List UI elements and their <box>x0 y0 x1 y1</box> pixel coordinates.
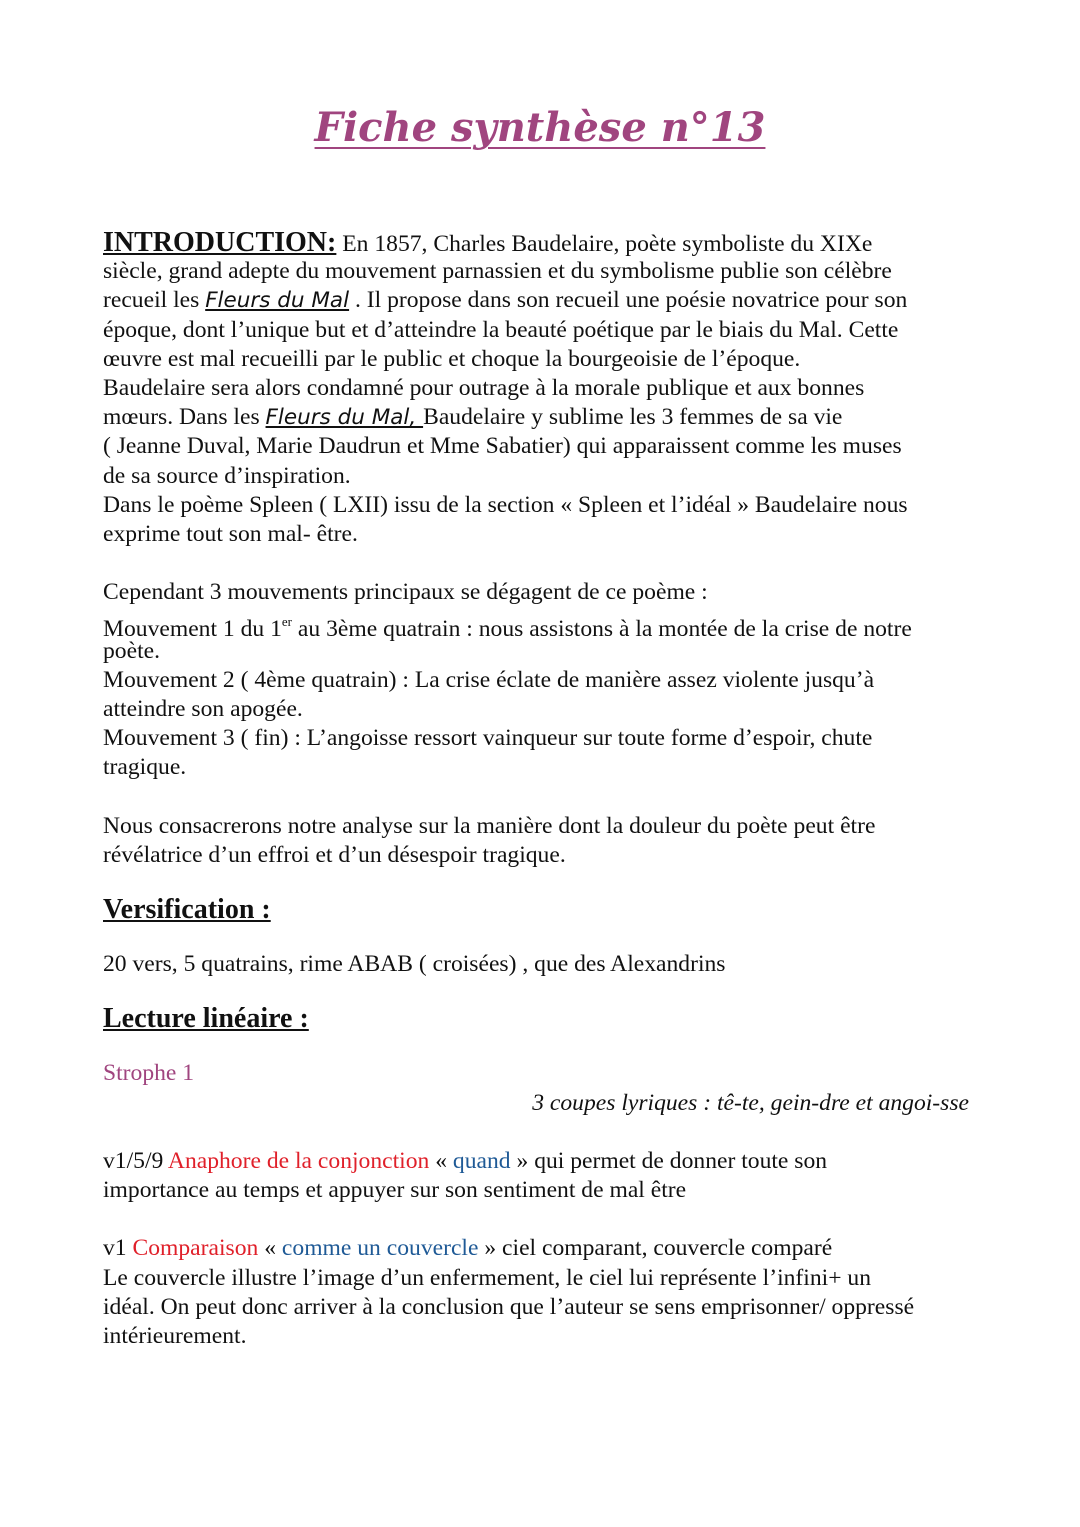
text-run: « <box>258 1235 282 1262</box>
text-run: « <box>429 1147 453 1174</box>
text-run: recueil les <box>103 287 206 314</box>
superscript: er <box>281 614 293 630</box>
strophe-label: Strophe 1 <box>103 1060 195 1087</box>
lecture-heading: Lecture linéaire : <box>103 1003 309 1035</box>
text-line <box>103 228 983 257</box>
quote-text: comme un couvercle <box>281 1235 479 1262</box>
text-line: révélatrice d’un effroi et d’un désespoir tragique. <box>103 841 566 868</box>
text-run: au 3ème quatrain : nous assistons à la montée de la crise de notre <box>292 616 912 643</box>
spacer <box>103 1205 983 1234</box>
text-line: tragique. <box>103 754 187 781</box>
document-body <box>103 228 983 1351</box>
book-title: Fleurs du Mal, <box>265 405 424 431</box>
text-run: Baudelaire y sublime les 3 femmes de sa vie <box>423 404 843 431</box>
spacer <box>103 1118 983 1147</box>
text-line: Mouvement 3 ( fin) : L’angoisse ressort vainqueur sur toute forme d’espoir, chute <box>103 725 873 752</box>
text-line: Cependant 3 mouvements principaux se dégagent de ce poème : <box>103 579 708 606</box>
spacer <box>103 979 983 1001</box>
spacer <box>103 549 983 578</box>
versification-text: 20 vers, 5 quatrains, rime ABAB ( croisées) , que des Alexandrins <box>103 951 726 978</box>
text-line <box>103 607 983 643</box>
spacer <box>103 928 983 950</box>
introduction-heading: INTRODUCTION: <box>103 227 337 258</box>
coupes-note: 3 coupes lyriques : tê-te, gein-dre et angoi-sse <box>532 1089 969 1116</box>
text-run: mœurs. Dans les <box>103 404 266 431</box>
text-line: Le couvercle illustre l’image d’un enfermement, le ciel lui représente l’infini+ un <box>103 1264 871 1291</box>
verse-ref: v1 <box>103 1235 133 1262</box>
analysis-item <box>103 1234 983 1351</box>
text-run: » ciel comparant, couvercle comparé <box>478 1235 833 1262</box>
text-line: intérieurement. <box>103 1323 247 1349</box>
text-line <box>103 1147 983 1176</box>
spacer <box>103 783 983 812</box>
problematique-section <box>103 812 983 870</box>
text-line: Nous consacrerons notre analyse sur la manière dont la douleur du poète peut être <box>103 812 876 839</box>
text-line: poète. <box>103 637 160 664</box>
page-title: Fiche synthèse n°13 <box>314 104 766 151</box>
text-line <box>103 403 983 432</box>
text-line <box>103 286 983 315</box>
text-line: Mouvement 2 ( 4ème quatrain) : La crise éclate de manière assez violente jusqu’à <box>103 666 875 693</box>
versification-heading: Versification : <box>103 894 271 926</box>
text-line: œuvre est mal recueilli par le public et choque la bourgeoisie de l’époque. <box>103 345 801 372</box>
text-run: En 1857, Charles Baudelaire, poète symboliste du XIXe <box>336 231 873 257</box>
text-line: atteindre son apogée. <box>103 696 303 722</box>
text-line: siècle, grand adepte du mouvement parnassien et du symbolisme publie son célèbre <box>103 258 892 285</box>
text-line: Dans le poème Spleen ( LXII) issu de la section « Spleen et l’idéal » Baudelaire nous <box>103 491 908 518</box>
text-line: importance au temps et appuyer sur son sentiment de mal être <box>103 1177 687 1204</box>
text-line: de sa source d’inspiration. <box>103 462 351 489</box>
analysis-item <box>103 1147 983 1205</box>
text-line: Baudelaire sera alors condamné pour outrage à la morale publique et aux bonnes <box>103 374 865 401</box>
figure-label: Comparaison <box>132 1235 259 1262</box>
text-line: exprime tout son mal- être. <box>103 520 358 547</box>
mouvements-section <box>103 578 983 782</box>
text-line: époque, dont l’unique but et d’atteindre la beauté poétique par le biais du Mal. Cette <box>103 316 899 343</box>
text-run: » qui permet de donner toute son <box>510 1147 828 1174</box>
book-title: Fleurs du Mal <box>205 288 350 314</box>
verse-ref: v1/5/9 <box>103 1147 168 1174</box>
figure-label: Anaphore de la conjonction <box>167 1147 430 1174</box>
spacer <box>103 1037 983 1059</box>
text-run: . Il propose dans son recueil une poésie novatrice pour son <box>349 287 908 314</box>
spacer <box>103 870 983 892</box>
text-run: Mouvement 1 du 1 <box>103 616 282 643</box>
text-line: idéal. On peut donc arriver à la conclusion que l’auteur se sens emprisonner/ oppressé <box>103 1293 915 1320</box>
text-line <box>103 1234 983 1263</box>
quote-text: quand <box>452 1147 511 1174</box>
text-line: ( Jeanne Duval, Marie Daudrun et Mme Sabatier) qui apparaissent comme les muses <box>103 433 902 460</box>
introduction-section <box>103 228 983 549</box>
